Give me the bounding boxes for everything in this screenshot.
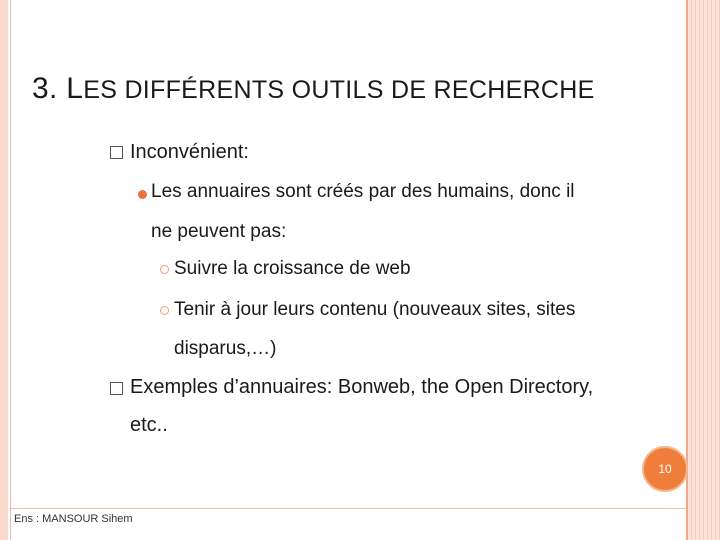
bullet-annuaires-continued: ne peuvent pas: (151, 221, 287, 242)
bullet-annuaires: Les annuaires sont créés par des humains, donc il (151, 181, 575, 202)
right-frame-band (688, 0, 720, 540)
title-rest: ES DIFFÉRENTS OUTILS DE RECHERCHE (83, 76, 595, 104)
ring-bullet-icon (160, 306, 169, 315)
bottom-frame-line (11, 508, 686, 509)
bullet-tenir: Tenir à jour leurs contenu (nouveaux sites, sites (174, 299, 576, 320)
left-frame-line (10, 0, 11, 540)
ring-bullet-icon (160, 265, 169, 274)
bullet-exemples: Exemples d’annuaires: Bonweb, the Open Directory, (130, 376, 594, 398)
page-number: 10 (658, 462, 672, 476)
dot-bullet-icon (138, 190, 147, 199)
page-number-badge (642, 446, 688, 492)
bullet-inconvenient: Inconvénient: (130, 141, 249, 163)
footer-author: Ens : MANSOUR Sihem (14, 513, 133, 525)
left-frame-band (0, 0, 8, 540)
title-initial: 3. L (32, 72, 84, 105)
bullet-tenir-continued: disparus,…) (174, 338, 277, 359)
bullet-exemples-continued: etc.. (130, 414, 168, 436)
slide-title (32, 72, 595, 106)
checkbox-bullet-icon (110, 382, 123, 395)
checkbox-bullet-icon (110, 146, 123, 159)
bullet-suivre: Suivre la croissance de web (174, 258, 411, 279)
